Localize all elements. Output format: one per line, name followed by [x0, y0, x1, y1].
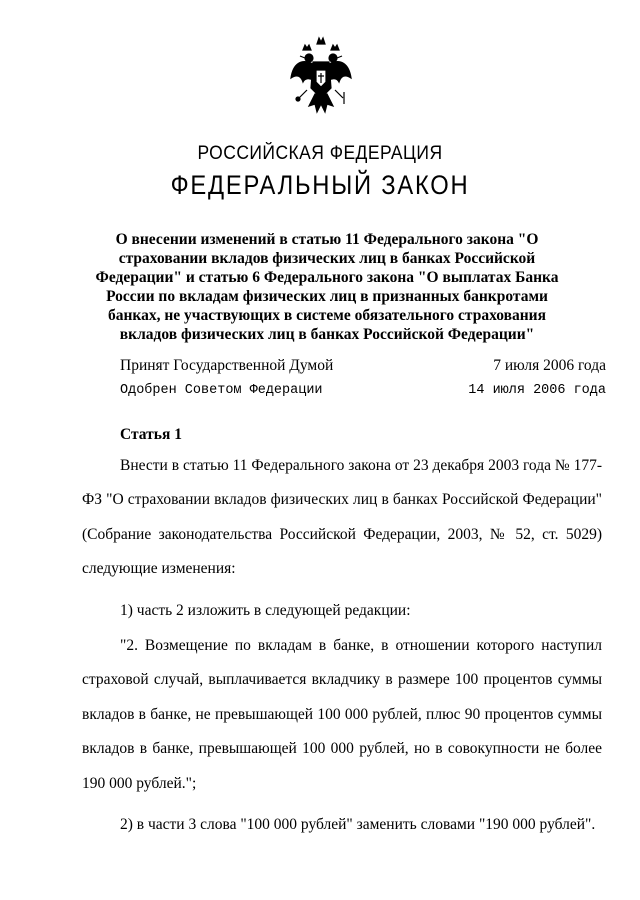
adoption-line-duma — [120, 357, 606, 375]
adoption-date: 7 июля 2006 года — [493, 357, 606, 374]
article-paragraph: 1) часть 2 изложить в следующей редакции: — [120, 602, 411, 619]
adoption-label: Одобрен Советом Федерации — [120, 383, 323, 398]
article-heading: Статья 1 — [120, 426, 182, 443]
article-paragraph: "2. Возмещение по вкладам в банке, в отношении которого наступил страховой случай, выплачивается вкладчику в размере 100 процентов суммы вкладов в банке, не превышающей 100 000 рублей, плюс 90 процентов суммы вкладов в банке, превышающей 100 000 рублей, но в совокупности не более 190 000 рублей."; — [82, 637, 602, 792]
document-type-title: ФЕДЕРАЛЬНЫЙ ЗАКОН — [170, 170, 470, 200]
article-paragraph: 2) в части 3 слова "100 000 рублей" заменить словами "190 000 рублей". — [120, 816, 596, 833]
adoption-label: Принят Государственной Думой — [120, 357, 334, 374]
law-subject: О внесении изменений в статью 11 Федерального закона "О страховании вкладов физических лиц в банках Российской Федерации" и статью 6 Федерального закона "О выплатах Банка России по вкладам физических лиц в признанных банкротами банках, не участвующих в системе обязательного страхования вкладов физических лиц в банках Российской Федерации" — [95, 231, 559, 343]
country-title: РОССИЙСКАЯ ФЕДЕРАЦИЯ — [197, 143, 443, 164]
coat-of-arms-icon — [289, 34, 353, 132]
adoption-line-council — [120, 383, 606, 398]
article-paragraph: Внести в статью 11 Федерального закона от 23 декабря 2003 года № 177-ФЗ "О страховании вкладов физических лиц в банках Российской Федерации" (Собрание законодательства Российской Федерации, 2003, № 52, ст. 5029) следующие изменения: — [82, 457, 602, 578]
adoption-date: 14 июля 2006 года — [468, 383, 606, 398]
